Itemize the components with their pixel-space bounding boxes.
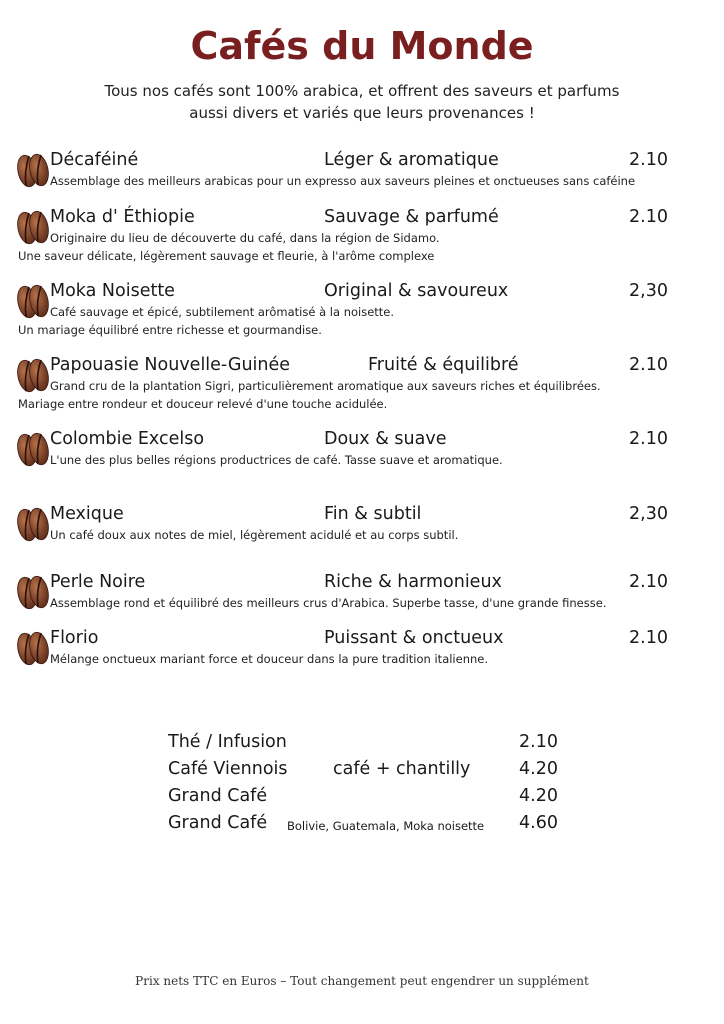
coffee-taste: Fruité & équilibré: [368, 355, 519, 375]
coffee-price: 2,30: [629, 281, 668, 301]
coffee-bean-icon: [16, 572, 50, 612]
coffee-taste: Léger & aromatique: [324, 150, 499, 170]
coffee-description: Un café doux aux notes de miel, légèrement acidulé et au corps subtil.: [50, 528, 459, 542]
coffee-bean-icon: [16, 628, 50, 668]
coffee-taste: Sauvage & parfumé: [324, 207, 499, 227]
extra-name: Grand Café: [168, 786, 268, 806]
coffee-price: 2.10: [629, 572, 668, 592]
extra-price: 4.60: [519, 813, 558, 833]
coffee-name: Florio: [50, 628, 99, 648]
coffee-description: Assemblage des meilleurs arabicas pour un expresso aux saveurs pleines et onctueuses sans caféine: [50, 174, 636, 188]
coffee-name: Colombie Excelso: [50, 429, 205, 449]
extra-price: 4.20: [519, 786, 558, 806]
coffee-price: 2.10: [629, 150, 668, 170]
coffee-price: 2.10: [629, 429, 668, 449]
coffee-price: 2,30: [629, 504, 668, 524]
coffee-bean-icon: [16, 429, 50, 469]
coffee-price: 2.10: [629, 355, 668, 375]
coffee-price: 2.10: [629, 207, 668, 227]
extra-name: Thé / Infusion: [168, 732, 287, 752]
coffee-description-2: Un mariage équilibré entre richesse et gourmandise.: [18, 323, 322, 337]
coffee-bean-icon: [16, 150, 50, 190]
coffee-name: Perle Noire: [50, 572, 146, 592]
coffee-name: Moka Noisette: [50, 281, 175, 301]
extra-name: Grand Café: [168, 813, 268, 833]
coffee-description: Grand cru de la plantation Sigri, particulièrement aromatique aux saveurs riches et équilibrées.: [50, 379, 601, 393]
coffee-description: Mélange onctueux mariant force et douceur dans la pure tradition italienne.: [50, 652, 489, 666]
coffee-bean-icon: [16, 355, 50, 395]
extra-name: Café Viennois: [168, 759, 288, 779]
coffee-description: Café sauvage et épicé, subtilement arômatisé à la noisette.: [50, 305, 395, 319]
extra-description: café + chantilly: [333, 759, 471, 779]
coffee-description-2: Mariage entre rondeur et douceur relevé d'une touche acidulée.: [18, 397, 388, 411]
coffee-bean-icon: [16, 207, 50, 247]
coffee-description: L'une des plus belles régions productrices de café. Tasse suave et aromatique.: [50, 453, 503, 467]
coffee-description: Assemblage rond et équilibré des meilleurs crus d'Arabica. Superbe tasse, d'une grande finesse.: [50, 596, 607, 610]
coffee-description-2: Une saveur délicate, légèrement sauvage et fleurie, à l'arôme complexe: [18, 249, 435, 263]
page-title: Cafés du Monde: [190, 24, 534, 68]
coffee-bean-icon: [16, 281, 50, 321]
extra-price: 2.10: [519, 732, 558, 752]
intro-line-2: aussi divers et variés que leurs provenances !: [189, 104, 535, 122]
coffee-taste: Doux & suave: [324, 429, 447, 449]
coffee-name: Mexique: [50, 504, 124, 524]
coffee-taste: Riche & harmonieux: [324, 572, 502, 592]
footer-note: Prix nets TTC en Euros – Tout changement peut engendrer un supplément: [135, 974, 589, 988]
coffee-price: 2.10: [629, 628, 668, 648]
coffee-name: Moka d' Éthiopie: [50, 207, 195, 227]
coffee-taste: Puissant & onctueux: [324, 628, 504, 648]
extra-description: Bolivie, Guatemala, Moka noisette: [287, 819, 485, 833]
coffee-bean-icon: [16, 504, 50, 544]
extra-price: 4.20: [519, 759, 558, 779]
coffee-taste: Original & savoureux: [324, 281, 509, 301]
coffee-taste: Fin & subtil: [324, 504, 422, 524]
coffee-description: Originaire du lieu de découverte du café, dans la région de Sidamo.: [50, 231, 440, 245]
coffee-name: Papouasie Nouvelle-Guinée: [50, 355, 291, 375]
intro-line-1: Tous nos cafés sont 100% arabica, et offrent des saveurs et parfums: [104, 82, 620, 100]
intro-text: [0, 80, 724, 124]
coffee-name: Décaféiné: [50, 150, 139, 170]
